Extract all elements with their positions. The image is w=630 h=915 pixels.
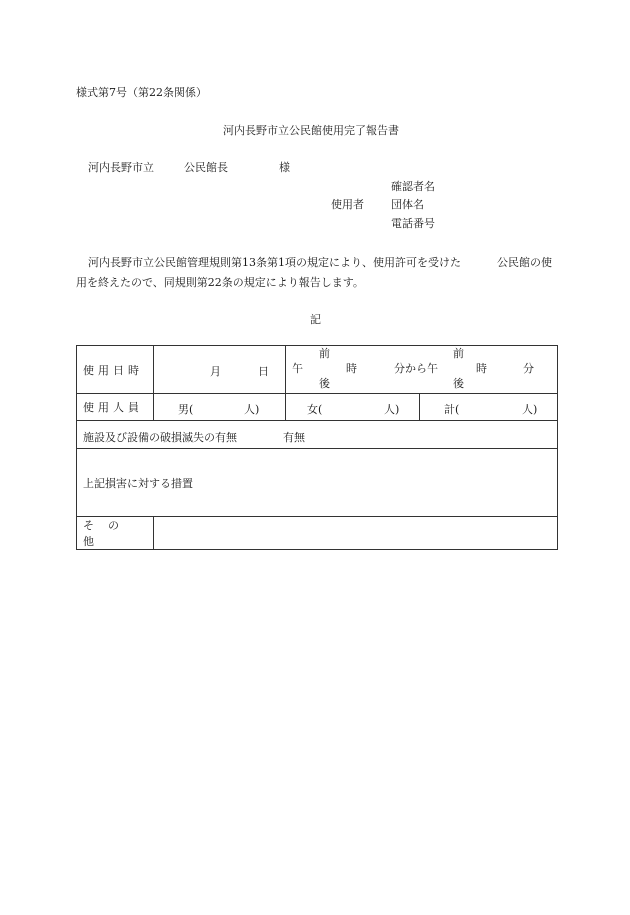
end-hour-unit: 時: [476, 362, 487, 375]
applicant-field-group: 団体名: [391, 198, 424, 211]
row-other: [77, 517, 558, 550]
usage-datetime-label: 使用日時: [77, 346, 154, 394]
male-count-cell: [154, 394, 286, 421]
day-unit: 日: [258, 365, 269, 378]
row-usage-datetime: [77, 346, 558, 394]
minute-from-label: 分から: [394, 362, 427, 375]
usage-date-cell: [154, 346, 286, 394]
body-paragraph: [76, 253, 560, 293]
other-label: その他: [77, 517, 154, 550]
row-measures: [77, 449, 558, 517]
ki-heading: 記: [310, 313, 321, 326]
start-hour-unit: 時: [346, 362, 357, 375]
addressee-position: 公民館長: [184, 161, 228, 174]
start-am-mark: 前: [319, 347, 330, 360]
female-count-cell: [286, 394, 420, 421]
addressee-city: 河内長野市立: [88, 161, 154, 174]
body-text-before: 河内長野市立公民館管理規則第13条第1項の規定により、使用許可を受けた: [88, 256, 461, 269]
male-label: 男(: [178, 403, 194, 416]
body-text-after: 公民館の使用を終えたので、同規則第22条の規定により報告します。: [76, 256, 552, 289]
damage-label: 施設及び設備の破損滅失の有無: [83, 431, 237, 444]
measures-cell: [77, 449, 558, 517]
female-label: 女(: [307, 403, 323, 416]
usage-time-cell: [286, 346, 558, 394]
end-noon-mark: 午: [427, 362, 438, 375]
measures-label: 上記損害に対する措置: [83, 476, 193, 490]
row-damage: [77, 421, 558, 449]
applicant-field-phone: 電話番号: [391, 217, 435, 230]
end-am-mark: 前: [453, 347, 464, 360]
end-pm-mark: 後: [453, 377, 464, 390]
male-unit: 人): [244, 403, 260, 416]
start-pm-mark: 後: [319, 377, 330, 390]
attendees-label: 使用人員: [77, 394, 154, 421]
applicant-label: 使用者: [331, 198, 364, 211]
female-unit: 人): [384, 403, 400, 416]
total-unit: 人): [522, 403, 538, 416]
damage-cell: [77, 421, 558, 449]
end-minute-unit: 分: [523, 362, 534, 375]
total-count-cell: [420, 394, 558, 421]
start-noon-mark: 午: [292, 362, 303, 375]
form-number: 様式第7号（第22条関係）: [76, 86, 207, 99]
addressee-honorific: 様: [279, 161, 290, 174]
other-value-cell: [154, 517, 558, 550]
month-unit: 月: [210, 365, 221, 378]
document-title: 河内長野市立公民館使用完了報告書: [223, 124, 399, 137]
applicant-field-confirmer: 確認者名: [391, 180, 435, 193]
total-label: 計(: [444, 403, 460, 416]
report-table: [76, 345, 558, 550]
row-attendees: [77, 394, 558, 421]
damage-presence: 有無: [283, 431, 305, 444]
